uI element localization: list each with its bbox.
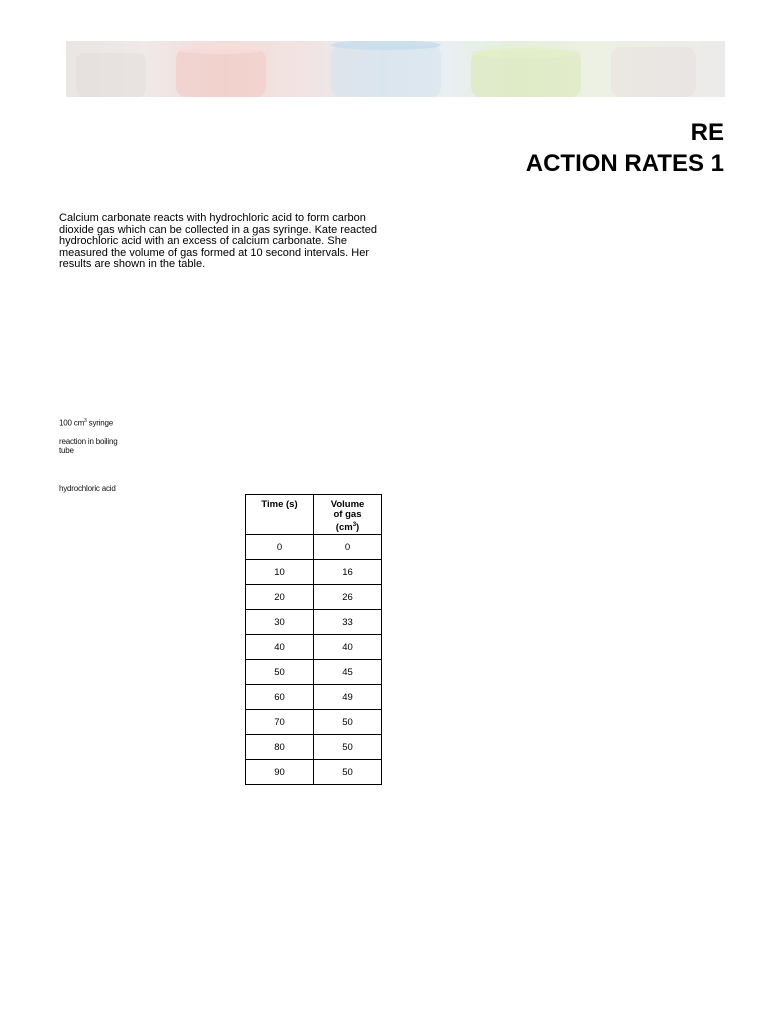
header-banner-image	[66, 41, 725, 97]
time-cell: 80	[246, 735, 314, 760]
table-row	[246, 735, 382, 760]
table-row	[246, 535, 382, 560]
test-tubes-illustration	[66, 41, 725, 97]
volume-cell: 40	[314, 635, 382, 660]
time-cell: 30	[246, 610, 314, 635]
time-column-header: Time (s)	[246, 495, 314, 535]
volume-cell: 33	[314, 610, 382, 635]
volume-column-header: Volume of gas $(cm^3)$	[314, 495, 382, 535]
acid-label: hydrochloric acid	[59, 484, 116, 493]
table-row	[246, 685, 382, 710]
table-row	[246, 710, 382, 735]
volume-cell: 50	[314, 710, 382, 735]
volume-cell: 49	[314, 685, 382, 710]
table-row	[246, 560, 382, 585]
title-line-1: RE	[690, 119, 724, 146]
table-row	[246, 610, 382, 635]
page-title	[526, 117, 724, 179]
syringe-label: 100 $cm^3$ syringe	[59, 418, 114, 428]
time-cell: 50	[246, 660, 314, 685]
intro-paragraph: Calcium carbonate reacts with hydrochloric acid to form carbon dioxide gas which can be collected in a gas syringe. Kate reacted hydrochloric acid with an excess of calcium carbonate. She measured the volume of gas formed at 10 second intervals. Her results are shown in the table.	[59, 212, 377, 271]
time-cell: 0	[246, 535, 314, 560]
volume-cell: 16	[314, 560, 382, 585]
volume-cell: 50	[314, 735, 382, 760]
volume-cell: 26	[314, 585, 382, 610]
time-cell: 60	[246, 685, 314, 710]
volume-cell: 0	[314, 535, 382, 560]
table-row	[246, 635, 382, 660]
results-table	[245, 494, 382, 785]
table-row	[246, 760, 382, 785]
time-cell: 40	[246, 635, 314, 660]
time-cell: 70	[246, 710, 314, 735]
table-header-row	[246, 495, 382, 535]
volume-cell: 50	[314, 760, 382, 785]
title-line-2: ACTION RATES 1	[525, 150, 724, 177]
table-row	[246, 660, 382, 685]
time-cell: 90	[246, 760, 314, 785]
reaction-label: reaction in boiling tube	[59, 437, 118, 455]
table-row	[246, 585, 382, 610]
volume-cell: 45	[314, 660, 382, 685]
time-cell: 10	[246, 560, 314, 585]
time-cell: 20	[246, 585, 314, 610]
